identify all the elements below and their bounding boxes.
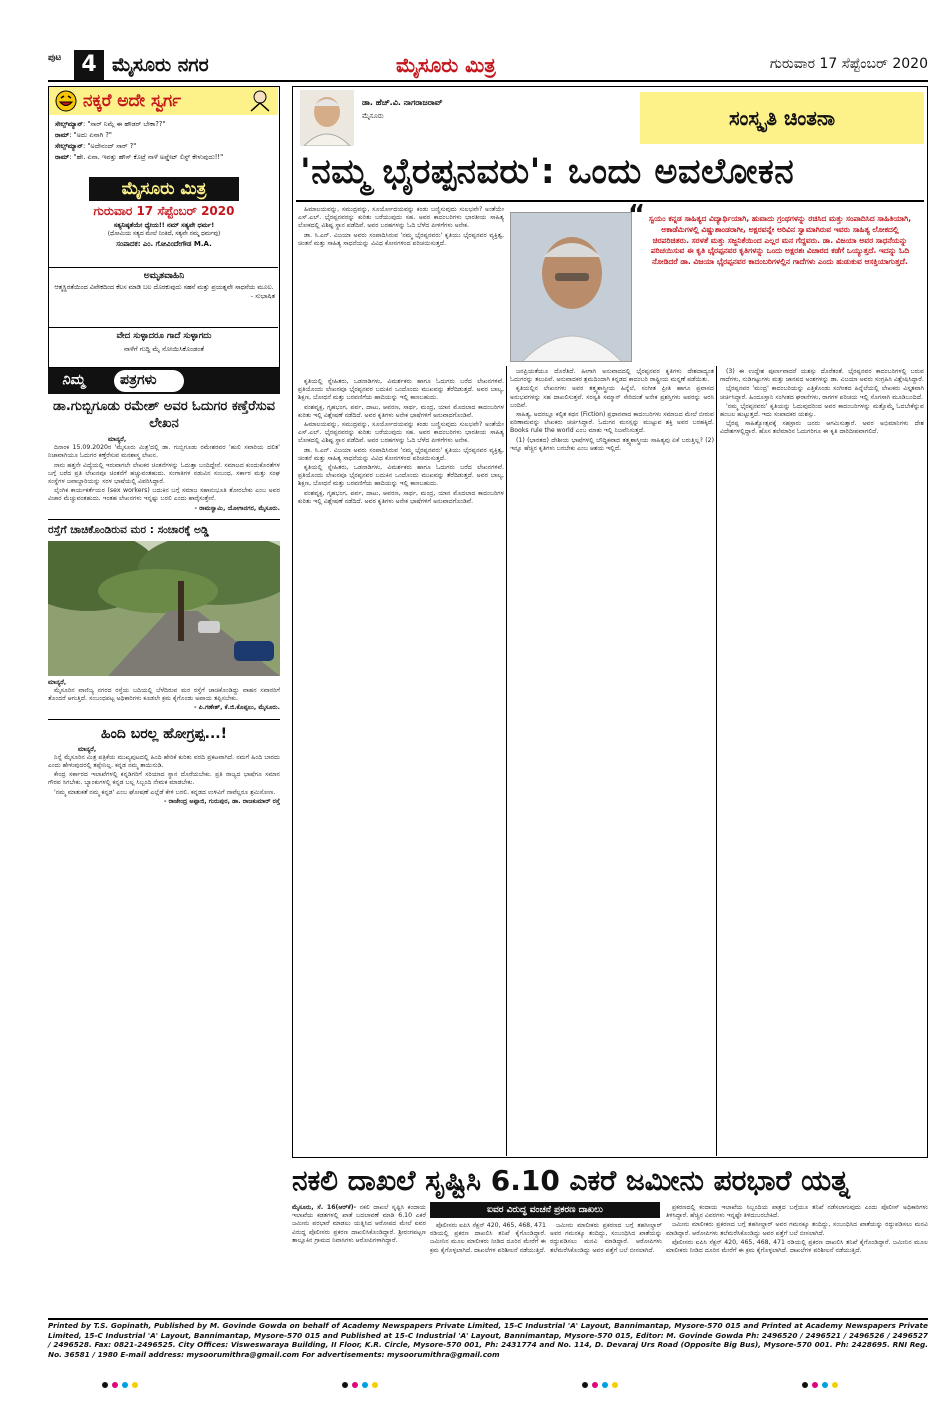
article-paragraph: ಹಿಮಾಲಯವನ್ನು, ಸಮುದ್ರವನ್ನು, ಸೂರ್ಯೋದಯವನ್ನು ಕಂಡು ಬಣ್ಣಿಸುವುದು ಸುಲಭವೇ? ಅಂತೆಯೇ ಎಸ್.ಎಲ್. ಭೈರಪ್ಪನವರನ್ನು ಕುರಿತು ಬರೆಯುವುದು ಸಹ. ಅವರ ಕಾದಂಬರಿಗಳು ಭಾರತೀಯ ಸಾಹಿತ್ಯ ಲೋಕದಲ್ಲಿ ವಿಶಿಷ್ಟ ಸ್ಥಾನ ಪಡೆದಿವೆ. ಅವರ ಬರಹಗಳನ್ನು ಓದಿ ಬೆಳೆದ ಪೀಳಿಗೆಗಳು ಅನೇಕ.: [298, 421, 504, 445]
letter3-salutation: ಮಾನ್ಯರೆ,: [78, 745, 97, 753]
article-paragraph: ಭೈರಪ್ಪನವರ 'ಮಂದ್ರ' ಕಾದಂಬರಿಯನ್ನು ಎತ್ತಿಕೊಂಡು ಸಂಗೀತದ ಹಿನ್ನೆಲೆಯಲ್ಲಿ ಲೇಖಕರು ವಿಸ್ತೃತವಾಗಿ ಚರ್ಚಿಸಿದ್ದಾರೆ. ಹಿಂದೂಸ್ತಾನಿ ಸಂಗೀತದ ಘರಾನೆಗಳು, ರಾಗಗಳ ಪರಿಚಯ ಇಲ್ಲಿ ಸೊಗಸಾಗಿ ಮೂಡಿಬಂದಿದೆ.: [720, 385, 924, 401]
joke-line: ಸೇಲ್ಸ್‌ಮ್ಯಾನ್: "ಸಾರ್ ನಿಮ್ಗೆ ಈ ಹೌಡರ್ ಬೇಕಾ??": [55, 120, 166, 128]
news-subhead: ಐವರ ವಿರುದ್ಧ ವಂಚನೆ ಪ್ರಕರಣ ದಾಖಲು: [430, 1202, 660, 1218]
registration-dot: [362, 1382, 368, 1388]
section-title: ಮೈಸೂರು ನಗರ: [112, 54, 209, 76]
registration-dot: [602, 1382, 608, 1388]
masthead: ಮೈಸೂರು ಮಿತ್ರ: [396, 53, 496, 77]
registration-dot: [832, 1382, 838, 1388]
letter1-title: ಡಾ.ಗುಬ್ಬಿಗೂಡು ರಮೇಶ್ ಅವರ ಓದುಗರ ಕಣ್ತೆರೆಸುವ ಲೇಖನ: [52, 399, 276, 431]
column-title: ಸಂಸ್ಕೃತಿ ಚಿಂತನಾ: [640, 92, 924, 144]
paper-promo: [53, 177, 275, 261]
registration-dot: [132, 1382, 138, 1388]
letters-banner-a: ನಿಮ್ಮ: [62, 372, 86, 388]
registration-dot: [102, 1382, 108, 1388]
joke-line: ರಾಮ್: "ಅದು ಏನಾಗಿ ?": [55, 131, 112, 139]
article-paragraph: ಭೈರಪ್ಪ ಸಾಹಿತ್ಯೋತ್ಸವಕ್ಕೆ ಸಹಸ್ರಾರು ಜನರು ಆಗಮಿಸುತ್ತಾರೆ. ಅವರ ಅಭಿಮಾನಿಗಳು ದೇಶ ವಿದೇಶಗಳಲ್ಲಿದ್ದಾರೆ. ಹೊಸ ತಲೆಮಾರಿನ ಓದುಗರಿಗೂ ಈ ಕೃತಿ ದಾರಿದೀಪವಾಗಲಿದೆ.: [720, 420, 924, 436]
letter3-signature: - ರಾಜೇಂದ್ರ ಅಪ್ಪಾಜಿ, ಗುರುಪುರ, ಡಾ. ರಾಜಕುಮಾರ್ ರಸ್ತೆ: [163, 797, 280, 805]
letter1-paragraph: ದಿನಾಂಕ 15.09.2020ರ 'ಮೈಸೂರು ಮಿತ್ರ'ದಲ್ಲಿ ಡಾ. ಗುಬ್ಬಿಗೂಡು ರಮೇಶರವರ 'ಹುಲಿ ಸವಾರಿಯ ದಲಿತ' ನಿಜಾವಾಗಿಯೂ ಓದುಗರ ಕಣ್ತೆರೆಸುವ ಮನಶಾಸ್ತ್ರ ಲೇಖನ.: [48, 444, 280, 460]
letter2-title: ರಸ್ತೆಗೆ ಚಾಚಿಕೊಂಡಿರುವ ಮರ : ಸಂಚಾರಕ್ಕೆ ಅಡ್ಡಿ: [48, 523, 209, 536]
page-number: 4: [74, 50, 104, 80]
letters-banner: [48, 368, 280, 394]
news-paragraph: ನಕಲಿ ದಾಖಲೆ ಸೃಷ್ಟಿಸಿ ಕಂದಾಯ ಇಲಾಖೆಯ ಕಡತಗಳಲ್ಲಿ ಖಾತೆ ಬದಲಾವಣೆ ಮಾಡಿ 6.10 ಎಕರೆ ಜಮೀನು ಪರಭಾರೆ ಮಾಡಲು ಯತ್ನಿಸಿದ ಆರೋಪದ ಮೇಲೆ ಐವರ ವಿರುದ್ಧ ಪೊಲೀಸರು ಪ್ರಕರಣ ದಾಖಲಿಸಿಕೊಂಡಿದ್ದಾರೆ. ಶ್ರೀರಂಗಪಟ್ಟಣ ತಾಲ್ಲೂಕಿನ ಗ್ರಾಮದ ನಿವಾಸಿಗಳು ಆರೋಪಿಗಳಾಗಿದ್ದಾರೆ.: [292, 1204, 426, 1244]
letter1-paragraph: ನಾನು ಹತ್ತನೇ ವಿದ್ಯೆಯಲ್ಲಿ ಇರುವಾಗಲೇ ಲೇಖಕರ ಚಿಂತನೆಗಳನ್ನು ಓದುತ್ತಾ ಬಂದಿದ್ದೇನೆ. ಸಮಾಜದ ಕುಂದುಕೊರತೆಗಳ ಬಗ್ಗೆ ಬರೆದ ಪ್ರತಿ ಲೇಖನವೂ ಚಿಂತನೆಗೆ ಹಚ್ಚುವಂತಹುದು. ಸಂಗಾತಿಗಳ ನಡುವಿನ ಸಂಬಂಧ, ಸರ್ಕಾರ ಮತ್ತು ಸಂಘ ಸಂಸ್ಥೆಗಳ ಜವಾಬ್ದಾರಿಯನ್ನು ಸರಳ ಭಾಷೆಯಲ್ಲಿ ವಿವರಿಸಿದ್ದಾರೆ.: [48, 461, 280, 486]
letter3-paragraph: ಕೇಂದ್ರ ಸರ್ಕಾರದ ಇಲಾಖೆಗಳಲ್ಲಿ ಕನ್ನಡಿಗರಿಗೆ ಸರಿಯಾದ ಸ್ಥಾನ ದೊರೆಯಬೇಕು. ಪ್ರತಿ ರಾಜ್ಯದ ಭಾಷೆಗೂ ಸಮಾನ ಗೌರವ ಸಿಗಬೇಕು. ಬ್ಯಾಂಕುಗಳಲ್ಲಿ ಕನ್ನಡ ಬಲ್ಲ ಸಿಬ್ಬಂದಿ ನೇಮಕ ಮಾಡಬೇಕು.: [48, 771, 280, 787]
amruta-sig: - ಸುಭಾಷಿತ: [250, 292, 275, 300]
joke-line: ಸೇಲ್ಸ್‌ಮ್ಯಾನ್: "ಅದೇನಂದ್ ಸಾರ್ ?": [55, 142, 137, 150]
proverb-text: ನಾಳೆಗೆ ಗುದ್ದಿ ಮೈ ನೋಯಿಸಿಕೊಂಡಂತೆ: [124, 345, 204, 353]
subject-photo: [510, 212, 632, 362]
registration-dot: [352, 1382, 358, 1388]
article-paragraph: ಜನಪ್ರಿಯತೆಯೂ ದೊರೆತಿದೆ. ಹೀಗಾಗಿ ಅನುವಾದದಲ್ಲಿ ಭೈರಪ್ಪನವರ ಕೃತಿಗಳು ದೇಶದಾದ್ಯಂತ ಓದುಗರನ್ನು ತಲುಪಿವೆ. ಅನುವಾದಕರ ಶ್ರಮದಿಂದಾಗಿ ಕನ್ನಡದ ಕಾದಂಬರಿ ರಾಷ್ಟ್ರೀಯ ಮನ್ನಣೆ ಪಡೆಯಿತು.: [510, 368, 714, 384]
letter3-paragraph: 'ನಮ್ಮ ಮಾತುಕತೆ ನಮ್ಮ ಕನ್ನಡ' ಎಂಬ ಘೋಷಣೆ ಎಲ್ಲೆಡೆ ಕೇಳಿ ಬರಲಿ. ಕನ್ನಡದ ಉಳಿವಿಗೆ ನಾವೆಲ್ಲರೂ ಶ್ರಮಿಸೋಣ.: [54, 788, 276, 796]
registration-dot: [592, 1382, 598, 1388]
letter3-paragraph: ನಿನ್ನೆ ಮೈಸೂರಿನ ಮಿತ್ರ ಪತ್ರಿಕೆಯ ಮುಖ್ಯಪುಟದಲ್ಲಿ ಹಿಂದಿ ಹೇರಿಕೆ ಕುರಿತು ವರದಿ ಪ್ರಕಟವಾಗಿದೆ. ನಮಗೆ ಹಿಂದಿ ಬಾರದು ಎಂದು ಹೇಳುವುದರಲ್ಲಿ ತಪ್ಪೇನಿಲ್ಲ. ಕನ್ನಡ ನಮ್ಮ ತಾಯಿನುಡಿ.: [48, 753, 280, 770]
news-paragraph: ಪೊಲೀಸರು ಐಪಿಸಿ ಸೆಕ್ಷನ್ 420, 465, 468, 471 ರಡಿಯಲ್ಲಿ ಪ್ರಕರಣ ದಾಖಲಿಸಿ ತನಿಖೆ ಕೈಗೊಂಡಿದ್ದಾರೆ. ಜಮೀನಿನ ಮೂಲ ಮಾಲೀಕರು ನೀಡಿದ ದೂರಿನ ಮೇರೆಗೆ ಈ ಕ್ರಮ ಕೈಗೊಳ್ಳಲಾಗಿದೆ. ದಾಖಲೆಗಳ ಪರಿಶೀಲನೆ ನಡೆಯುತ್ತಿದೆ.: [430, 1222, 546, 1254]
article-paragraph: ಹಿಮಾಲಯವನ್ನು, ಸಮುದ್ರವನ್ನು, ಸೂರ್ಯೋದಯವನ್ನು ಕಂಡು ಬಣ್ಣಿಸುವುದು ಸುಲಭವೇ? ಅಂತೆಯೇ ಎಸ್.ಎಲ್. ಭೈರಪ್ಪನವರನ್ನು ಕುರಿತು ಬರೆಯುವುದು ಸಹ. ಅವರ ಕಾದಂಬರಿಗಳು ಭಾರತೀಯ ಸಾಹಿತ್ಯ ಲೋಕದಲ್ಲಿ ವಿಶಿಷ್ಟ ಸ್ಥಾನ ಪಡೆದಿವೆ. ಅವರ ಬರಹಗಳನ್ನು ಓದಿ ಬೆಳೆದ ಪೀಳಿಗೆಗಳು ಅನೇಕ.: [298, 206, 504, 230]
amruta-title: ಅಮೃತವಾಹಿನಿ: [143, 271, 185, 281]
amruta-text: ಆತ್ಮಸ್ಥಿರತೆಯಿಂದ ವಿವೇಕದಿಂದ ಕೆಲಸ ಮಾಡಿ ಬಲ ದೊರಕುವುದು ಸಹನೆ ಮತ್ತು ಪ್ರಯತ್ನವೇ ಸಾಧನೆಯ ಮೂಲ.: [54, 283, 274, 291]
registration-dot: [122, 1382, 128, 1388]
letter1-signature: - ರಾಮಸ್ವಾಮಿ, ಯೋಗಾನಗರ, ಮೈಸೂರು.: [194, 504, 280, 512]
paper-name: ಮೈಸೂರು ಮಿತ್ರ: [89, 177, 239, 201]
registration-dot: [812, 1382, 818, 1388]
letter2-signature: - ಪಿ.ಗಣೇಶ್, ಕೆ.ಜಿ.ಕೊಪ್ಪಲು, ಮೈಸೂರು.: [194, 704, 280, 712]
news-paragraph: ಪ್ರಕರಣದಲ್ಲಿ ಕಂದಾಯ ಇಲಾಖೆಯ ಸಿಬ್ಬಂದಿಯ ಪಾತ್ರದ ಬಗ್ಗೆಯೂ ತನಿಖೆ ನಡೆಸಲಾಗುವುದು ಎಂದು ಪೊಲೀಸ್ ಅಧಿಕಾರಿಗಳು ತಿಳಿಸಿದ್ದಾರೆ. ಹೆಚ್ಚಿನ ವಿವರಗಳು ಇನ್ನಷ್ಟೇ ತಿಳಿದುಬರಬೇಕಿದೆ.: [666, 1204, 928, 1220]
registration-dot: [372, 1382, 378, 1388]
registration-dot: [612, 1382, 618, 1388]
article-paragraph: ಕೃತಿಯಲ್ಲಿ ಸ್ನೇಹಿತರು, ಒಡನಾಡಿಗಳು, ವಿಮರ್ಶಕರು ಹಾಗೂ ಓದುಗರು ಬರೆದ ಲೇಖನಗಳಿವೆ. ಪ್ರತಿಯೊಂದು ಲೇಖನವೂ ಭೈರಪ್ಪನವರ ಬದುಕಿನ ಒಂದೊಂದು ಮುಖವನ್ನು ತೆರೆದಿಡುತ್ತದೆ. ಅವರ ಬಾಲ್ಯ, ಶಿಕ್ಷಣ, ಬೋಧನೆ ಮತ್ತು ಬರವಣಿಗೆಯ ಹಾದಿಯನ್ನು ಇಲ್ಲಿ ಕಾಣಬಹುದು.: [298, 464, 504, 488]
letter1-salutation: ಮಾನ್ಯರೆ,: [108, 436, 127, 443]
author-photo: [300, 90, 354, 146]
header-date: ಗುರುವಾರ 17 ಸೆಪ್ಟೆಂಬರ್ 2020: [769, 56, 928, 72]
article-paragraph: ವಂಶವೃಕ್ಷ, ಗೃಹಭಂಗ, ಪರ್ವ, ದಾಟು, ಆವರಣ, ಸಾರ್ಥ, ಮಂದ್ರ, ಯಾನ ಮೊದಲಾದ ಕಾದಂಬರಿಗಳ ಕುರಿತು ಇಲ್ಲಿ ವಿಶ್ಲೇಷಣೆ ನಡೆದಿದೆ. ಅವರ ಕೃತಿಗಳು ಅನೇಕ ಭಾಷೆಗಳಿಗೆ ಅನುವಾದಗೊಂಡಿವೆ.: [298, 489, 504, 505]
author-city: ಮೈಸೂರು: [362, 112, 384, 120]
news-headline: ನಕಲಿ ದಾಖಲೆ ಸೃಷ್ಟಿಸಿ 6.10 ಎಕರೆ ಜಮೀನು ಪರಭಾರೆ ಯತ್ನ: [292, 1164, 850, 1197]
article-paragraph: ಡಾ. ಸಿ.ಎನ್. ವಿಜಯಾ ಅವರು ಸಂಪಾದಿಸಿರುವ 'ನಮ್ಮ ಭೈರಪ್ಪನವರು' ಕೃತಿಯು ಭೈರಪ್ಪನವರ ವ್ಯಕ್ತಿತ್ವ, ಚಿಂತನೆ ಮತ್ತು ಸಾಹಿತ್ಯ ಸಾಧನೆಯನ್ನು ವಿವಿಧ ಕೋನಗಳಿಂದ ಪರಿಚಯಿಸುತ್ತದೆ.: [298, 446, 504, 462]
laughing-face-icon: [55, 90, 77, 112]
page-label: ಪುಟ: [48, 53, 62, 63]
article-paragraph: ಸಾಹಿತ್ಯ, ಅದರಲ್ಲೂ ಕಲ್ಪಿತ ಕಥನ (Fiction) ಪ್ರಧಾನವಾದ ಕಾದಂಬರಿಗಳು ಸಮಾಜದ ಮೇಲೆ ಬೀರುವ ಪರಿಣಾಮವನ್ನು ಲೇಖಕರು ಚರ್ಚಿಸಿದ್ದಾರೆ. ಓದುಗನ ಮನಸ್ಸನ್ನು ಮುಟ್ಟುವ ಶಕ್ತಿ ಅವರ ಬರಹಕ್ಕಿದೆ. Books rule the world ಎಂಬ ಮಾತು ಇಲ್ಲಿ ನಿಜವೆನಿಸುತ್ತದೆ.: [510, 411, 714, 435]
imprint: Printed by T.S. Gopinath, Published by M. Govinde Gowda on behalf of Academy Newspapers Private Limited, 15-C Industrial 'A' Layout, Bannimantap, Mysore-570 015 and Printed at Academy Newspapers Private Limited, 15-C Industrial 'A' Layout, Bannimantap, Mysore-570 015 and Published at 15-C Industrial 'A' Layout, Bannimantap, Mysore-570 015, Editor: M. Govinde Gowda Ph: 2496520 / 2496521 / 2496526 / 2496527 / 2496528. Fax: 0821-2496525. City Offices: Visweswaraya Building, II Floor, K.R. Circle, Mysore-570 001, Ph: 2431774 and No. 114, D. Devaraj Urs Road (Opposite Big Bus), Mysore-570 001. Ph: 2428695. RNI Reg. No. 36581 / 1980 E-mail address: mysoorumithra@gmail.com For advertisements: mysoorumithra@gmail.com: [48, 1321, 928, 1359]
news-paragraph: ಜಮೀನು ಮಾಲೀಕರು ಪ್ರಕರಣದ ಬಗ್ಗೆ ತಹಸೀಲ್ದಾರ್ ಅವರ ಗಮನಕ್ಕೂ ತಂದಿದ್ದು, ಸಂಬಂಧಿಸಿದ ಖಾತೆಯನ್ನು ರದ್ದುಪಡಿಸಲು ಮನವಿ ಮಾಡಿದ್ದಾರೆ. ಆರೋಪಿಗಳು ತಲೆಮರೆಸಿಕೊಂಡಿದ್ದು ಅವರ ಪತ್ತೆಗೆ ಬಲೆ ಬೀಸಲಾಗಿದೆ.: [550, 1222, 662, 1254]
joke-title: ನಕ್ಕರೆ ಅದೇ ಸ್ವರ್ಗ: [83, 91, 182, 111]
registration-dot: [582, 1382, 588, 1388]
article-paragraph: ಡಾ. ಸಿ.ಎನ್. ವಿಜಯಾ ಅವರು ಸಂಪಾದಿಸಿರುವ 'ನಮ್ಮ ಭೈರಪ್ಪನವರು' ಕೃತಿಯು ಭೈರಪ್ಪನವರ ವ್ಯಕ್ತಿತ್ವ, ಚಿಂತನೆ ಮತ್ತು ಸಾಹಿತ್ಯ ಸಾಧನೆಯನ್ನು ವಿವಿಧ ಕೋನಗಳಿಂದ ಪರಿಚಯಿಸುತ್ತದೆ.: [298, 231, 504, 247]
letter3-title: ಹಿಂದಿ ಬರಲ್ಲ ಹೋಗ್ರಪ್ಪ...!: [100, 725, 227, 742]
registration-dot: [342, 1382, 348, 1388]
registration-dot: [802, 1382, 808, 1388]
paper-line2: (ಧೋಮಿಯ ಸತ್ಯದ ಮೇಲೆ ನಿಂತಿದೆ, ಸತ್ಯವೇ ನಮ್ಮ ಧರ್ಮವು): [107, 231, 221, 237]
author-name: ಡಾ. ಹೆಚ್.ವಿ. ನಾಗರಾಜರಾವ್: [362, 98, 443, 107]
news-dateline: ಮೈಸೂರು, ಸೆ. 16(ಆರ್‌ಕೆ)-: [292, 1204, 357, 1211]
article-paragraph: (1) (ಭಾರತದ) ದೇಶೀಯ ಭಾಷೆಗಳಲ್ಲಿ ಬೌದ್ಧಿಕವಾದ ತತ್ತ್ವಶಾಸ್ತ್ರೀಯ ಸಾಹಿತ್ಯವು ಏಕೆ ಬರುತ್ತಿಲ್ಲ? (2) ಇನ್ನೂ ಹೆಚ್ಚಿನ ಕೃತಿಗಳು ಬರಬೇಕು ಎಂಬ ಆಶಯ ಇಲ್ಲಿದೆ.: [510, 436, 714, 452]
registration-dot: [822, 1382, 828, 1388]
article-headline: 'ನಮ್ಮ ಭೈರಪ್ಪನವರು': ಒಂದು ಅವಲೋಕನ: [300, 152, 795, 192]
paper-date: ಗುರುವಾರ 17 ಸೆಪ್ಟೆಂಬರ್ 2020: [93, 204, 235, 218]
joke-box: [48, 86, 280, 368]
letter2-paragraph: ಮೈಸೂರಿನ ವಾಣಿಜ್ಯ ನಗರದ ರಸ್ತೆಯ ಬದಿಯಲ್ಲಿ ಬೆಳೆದಿರುವ ಮರ ರಸ್ತೆಗೆ ಚಾಚಿಕೊಂಡಿದ್ದು ವಾಹನ ಸವಾರರಿಗೆ ತೊಂದರೆ ಆಗುತ್ತಿದೆ. ಸಂಬಂಧಪಟ್ಟ ಅಧಿಕಾರಿಗಳು ಕೂಡಲೇ ಕ್ರಮ ಕೈಗೊಂಡು ಅಪಾಯ ತಪ್ಪಿಸಬೇಕು.: [48, 687, 280, 703]
article-paragraph: ಕೃತಿಯಲ್ಲಿನ ಲೇಖನಗಳು ಅವರ ತತ್ತ್ವಶಾಸ್ತ್ರೀಯ ಹಿನ್ನೆಲೆ, ಸಂಗೀತ ಪ್ರೀತಿ ಹಾಗೂ ಪ್ರವಾಸದ ಅನುಭವಗಳನ್ನು ಸಹ ದಾಖಲಿಸುತ್ತವೆ. ಸರಸ್ವತಿ ಸಮ್ಮಾನ್ ಸೇರಿದಂತೆ ಅನೇಕ ಪ್ರಶಸ್ತಿಗಳು ಅವರನ್ನು ಅರಸಿ ಬಂದಿವೆ.: [510, 385, 714, 409]
letter1-paragraph: ಲೈಂಗಿಕ ಕಾರ್ಯಕರ್ತೆಯರ (sex workers) ಬದುಕಿನ ಬಗ್ಗೆ ಸಮಾಜ ಸಹಾನುಭೂತಿ ತೋರಬೇಕು ಎಂಬ ಅವರ ವಿಚಾರ ಮೆಚ್ಚುವಂತಹುದು. ಇಂತಹ ಲೇಖನಗಳು ಇನ್ನಷ್ಟು ಬರಲಿ ಎಂದು ಹಾರೈಸುತ್ತೇನೆ.: [48, 487, 280, 503]
pull-quote: ಸ್ವಯಂ ಕನ್ನಡ ಸಾಹಿತ್ಯದ ವಿದ್ಯಾರ್ಥಿಯಾಗಿ, ಹುವಾದು ಗ್ರಂಥಗಳನ್ನು ರಚಿಸಿದ ಮತ್ತು ಸಂಪಾದಿಸಿದ ಸಾಹಿತಿಯಾಗಿ, ಅಕಾಡೆಮಿಗಳಲ್ಲಿ ವಿಷ್ಣುಶಾಂಡರಾಗೀ, ಅಕ್ಷರವನ್ನೇ ಅರಿವಿನ ಸ್ವಾಮಾಗಿರುವ ಇವರು ಸಾಹಿತ್ಯ ಲೋಕದಲ್ಲಿ ಚಿರಪರಿಚಿತರು. ಸರಳತೆ ಮತ್ತು ಸಜ್ಜನಿಕೆಯಿಂದ ಎಲ್ಲರ ಮನ ಗೆದ್ದವರು. ಡಾ. ವಿಜಯಾ ಅವರ ಸಾಧನೆಯನ್ನು ಪರಿಚಯಿಸುವ ಈ ಕೃತಿ ಭೈರಪ್ಪನವರ ಕೃತಿಗಳನ್ನು ಒಂದು ಅಕ್ಷರಶಃ ವಿಚಾರದ ಕಡೆಗೆ ಒಯ್ಯುತ್ತದೆ. ಇದನ್ನು ಓದಿ ನೋಡಿದರೆ ಡಾ. ವಿಜಯಾ ಭೈರಪ್ಪನವರ ಕಾದಂಬರಿಗಳಲ್ಲಿನ ಗಾದೆಗಳು ಎಂದು ಹುಡುಕುವ ಆಸಕ್ತಿಯಾಗುತ್ತದೆ.: [648, 214, 912, 267]
article-paragraph: ಕೃತಿಯಲ್ಲಿ ಸ್ನೇಹಿತರು, ಒಡನಾಡಿಗಳು, ವಿಮರ್ಶಕರು ಹಾಗೂ ಓದುಗರು ಬರೆದ ಲೇಖನಗಳಿವೆ. ಪ್ರತಿಯೊಂದು ಲೇಖನವೂ ಭೈರಪ್ಪನವರ ಬದುಕಿನ ಒಂದೊಂದು ಮುಖವನ್ನು ತೆರೆದಿಡುತ್ತದೆ. ಅವರ ಬಾಲ್ಯ, ಶಿಕ್ಷಣ, ಬೋಧನೆ ಮತ್ತು ಬರವಣಿಗೆಯ ಹಾದಿಯನ್ನು ಇಲ್ಲಿ ಕಾಣಬಹುದು.: [298, 378, 504, 402]
cartoon-figure-icon: [247, 89, 273, 113]
letter2-salutation: ಮಾನ್ಯರೆ,: [48, 678, 67, 686]
letters-banner-b: ಪತ್ರಗಳು: [120, 372, 157, 388]
paper-line1: ಸತ್ಯನಿಷ್ಠತೆಯೇ ಧ್ಯೇಯ!! ನಮ್ ಸತ್ಯವೇ ಧರ್ಮ!: [113, 221, 215, 229]
joke-line: ರಾಮ್: "ಹೇ. ಏನಾ. ಇವತ್ತು ಹೌಸ್ ಕೊಟ್ರೆ ನಾಳೆ ಅಪ್ಡೇಟ್ ಲಿಸ್ಟ್ ಕೇಳುವುದು!!": [55, 153, 224, 161]
news-paragraph: ಜಮೀನು ಮಾಲೀಕರು ಪ್ರಕರಣದ ಬಗ್ಗೆ ತಹಸೀಲ್ದಾರ್ ಅವರ ಗಮನಕ್ಕೂ ತಂದಿದ್ದು, ಸಂಬಂಧಿಸಿದ ಖಾತೆಯನ್ನು ರದ್ದುಪಡಿಸಲು ಮನವಿ ಮಾಡಿದ್ದಾರೆ. ಆರೋಪಿಗಳು ತಲೆಮರೆಸಿಕೊಂಡಿದ್ದು ಅವರ ಪತ್ತೆಗೆ ಬಲೆ ಬೀಸಲಾಗಿದೆ.: [666, 1221, 928, 1237]
news-paragraph: ಪೊಲೀಸರು ಐಪಿಸಿ ಸೆಕ್ಷನ್ 420, 465, 468, 471 ರಡಿಯಲ್ಲಿ ಪ್ರಕರಣ ದಾಖಲಿಸಿ ತನಿಖೆ ಕೈಗೊಂಡಿದ್ದಾರೆ. ಜಮೀನಿನ ಮೂಲ ಮಾಲೀಕರು ನೀಡಿದ ದೂರಿನ ಮೇರೆಗೆ ಈ ಕ್ರಮ ಕೈಗೊಳ್ಳಲಾಗಿದೆ. ದಾಖಲೆಗಳ ಪರಿಶೀಲನೆ ನಡೆಯುತ್ತಿದೆ.: [666, 1238, 928, 1255]
article-paragraph: 'ನಮ್ಮ ಭೈರಪ್ಪನವರು' ಕೃತಿಯನ್ನು ಓದುವುದರಿಂದ ಅವರ ಕಾದಂಬರಿಗಳನ್ನು ಮತ್ತೊಮ್ಮೆ ಓದಬೇಕೆನ್ನುವ ಹಂಬಲ ಹುಟ್ಟುತ್ತದೆ. ಇದು ಸಂಪಾದಕರ ಯಶಸ್ಸು.: [720, 402, 924, 419]
registration-marks: [100, 1380, 860, 1390]
article-paragraph: ವಂಶವೃಕ್ಷ, ಗೃಹಭಂಗ, ಪರ್ವ, ದಾಟು, ಆವರಣ, ಸಾರ್ಥ, ಮಂದ್ರ, ಯಾನ ಮೊದಲಾದ ಕಾದಂಬರಿಗಳ ಕುರಿತು ಇಲ್ಲಿ ವಿಶ್ಲೇಷಣೆ ನಡೆದಿದೆ. ಅವರ ಕೃತಿಗಳು ಅನೇಕ ಭಾಷೆಗಳಿಗೆ ಅನುವಾದಗೊಂಡಿವೆ.: [298, 403, 504, 419]
paper-editor: ಸಂಪಾದಕ: ಎಂ. ಗೋವಿಂದೇಗೌಡ M.A.: [116, 240, 212, 248]
article-paragraph: (3) ಈ ಉದ್ದೇಶ ಪೂರ್ಣವಾದರೆ ಯಶಸ್ಸು ದೊರೆತಂತೆ. ಭೈರಪ್ಪನವರ ಕಾದಂಬರಿಗಳಲ್ಲಿ ಬರುವ ಗಾದೆಗಳು, ನುಡಿಗಟ್ಟುಗಳು ಮತ್ತು ಜಾನಪದ ಅಂಶಗಳನ್ನು ಡಾ. ವಿಜಯಾ ಅವರು ಸಂಗ್ರಹಿಸಿ ವಿಶ್ಲೇಷಿಸಿದ್ದಾರೆ.: [720, 368, 924, 384]
registration-dot: [112, 1382, 118, 1388]
proverb-title: ವೇದ ಸುಳ್ಳಾದರೂ ಗಾದೆ ಸುಳ್ಳಾಗದು: [116, 331, 212, 341]
pull-quote-box: [628, 200, 920, 360]
open-quote-icon: “: [628, 200, 646, 230]
tree-road-photo: [48, 541, 280, 676]
